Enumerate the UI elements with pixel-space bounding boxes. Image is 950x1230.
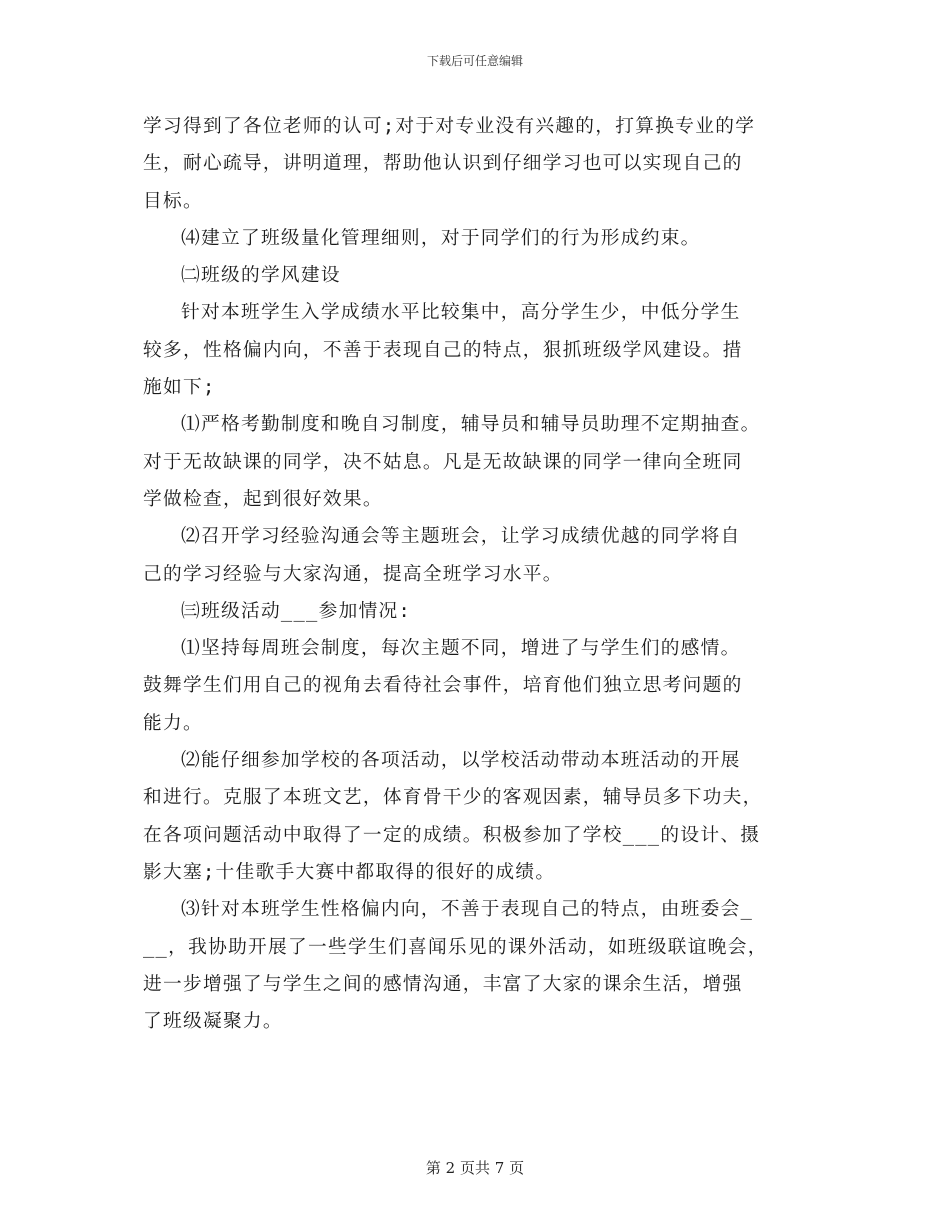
text-line: 进一步增强了与学生之间的感情沟通，丰富了大家的课余生活，增强 bbox=[143, 973, 743, 995]
text-line: 在各项问题活动中取得了一定的成绩。积极参加了学校___的设计、摄 bbox=[143, 824, 761, 846]
text-line: __，我协助开展了一些学生们喜闻乐见的课外活动，如班级联谊晚会， bbox=[143, 936, 768, 958]
text-line: 能力。 bbox=[143, 712, 203, 734]
text-line: ⑵召开学习经验沟通会等主题班会，让学习成绩优越的同学将自 bbox=[181, 526, 741, 548]
page-header: 下载后可任意编辑 bbox=[426, 54, 523, 68]
document-body bbox=[143, 108, 813, 1040]
text-line: 对于无故缺课的同学，决不姑息。凡是无故缺课的同学一律向全班同 bbox=[143, 451, 743, 473]
text-line: 影大塞;十佳歌手大赛中都取得的很好的成绩。 bbox=[143, 861, 556, 883]
text-line: 针对本班学生入学成绩水平比较集中，高分学生少，中低分学生 bbox=[181, 302, 741, 324]
text-line: 施如下; bbox=[143, 377, 216, 399]
text-line: ㈡班级的学风建设 bbox=[181, 265, 341, 287]
text-line: 己的学习经验与大家沟通，提高全班学习水平。 bbox=[143, 563, 563, 585]
text-line: 生，耐心疏导，讲明道理，帮助他认识到仔细学习也可以实现自己的 bbox=[143, 153, 743, 175]
text-line: 鼓舞学生们用自己的视角去看待社会事件，培育他们独立思考问题的 bbox=[143, 675, 743, 697]
text-line: 学习得到了各位老师的认可;对于对专业没有兴趣的，打算换专业的学 bbox=[143, 116, 756, 137]
text-line: 和进行。克服了本班文艺，体育骨干少的客观因素，辅导员多下功夫， bbox=[143, 787, 763, 809]
text-line: 学做检查，起到很好效果。 bbox=[143, 488, 383, 510]
page-footer: 第 2 页共 7 页 bbox=[425, 1159, 525, 1177]
text-line: ㈢班级活动___参加情况: bbox=[181, 600, 412, 622]
text-line: ⑵能仔细参加学校的各项活动，以学校活动带动本班活动的开展 bbox=[181, 750, 741, 772]
text-line: ⑷建立了班级量化管理细则，对于同学们的行为形成约束。 bbox=[181, 227, 701, 249]
text-line: 较多，性格偏内向，不善于表现自己的特点，狠抓班级学风建设。措 bbox=[143, 339, 743, 361]
text-line: 了班级凝聚力。 bbox=[143, 1011, 283, 1033]
text-line: ⑴严格考勤制度和晚自习制度，辅导员和辅导员助理不定期抽查。 bbox=[181, 414, 761, 436]
text-line: 目标。 bbox=[143, 190, 203, 212]
text-line: ⑴坚持每周班会制度，每次主题不同，增进了与学生们的感情。 bbox=[181, 638, 741, 660]
text-line: ⑶针对本班学生性格偏内向，不善于表现自己的特点，由班委会_ bbox=[181, 899, 754, 921]
